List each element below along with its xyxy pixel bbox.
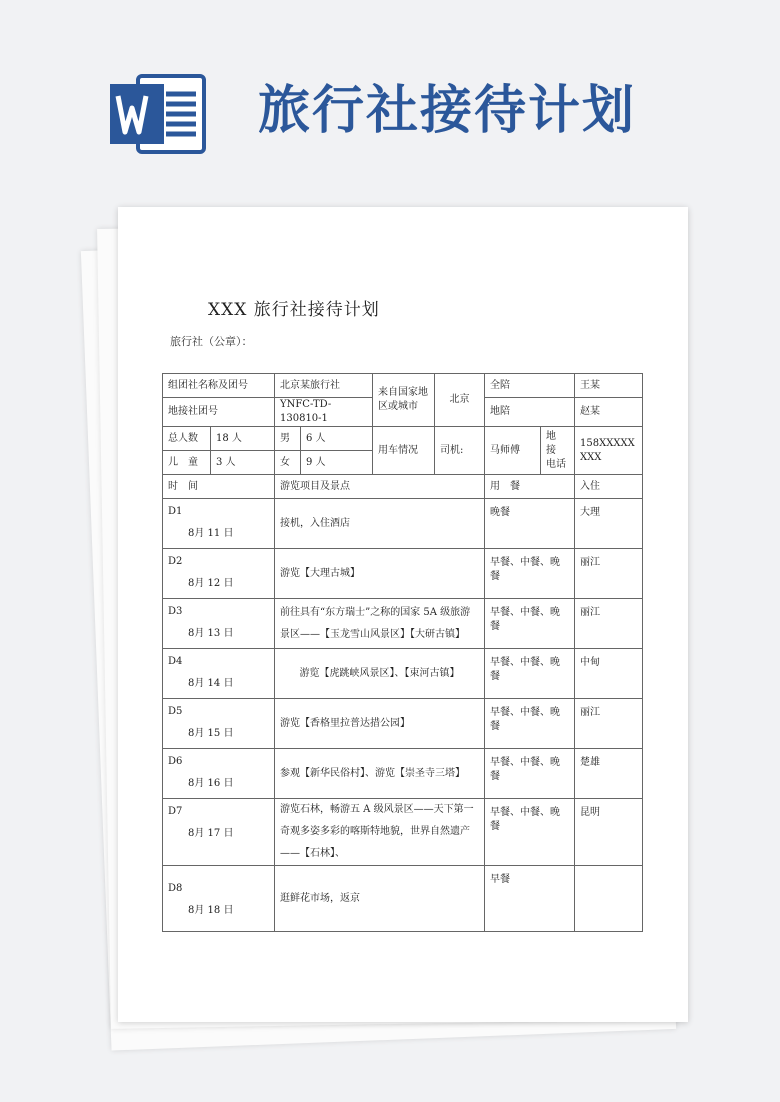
male-label: 男 — [275, 427, 301, 451]
day-meals: 早餐、中餐、晚餐 — [485, 749, 575, 799]
group-agency-label: 组团社名称及团号 — [163, 374, 275, 398]
day-stay: 中甸 — [575, 649, 643, 699]
document-title: XXX 旅行社接待计划 — [208, 300, 380, 320]
agency-seal-label: 旅行社（公章）： — [170, 335, 253, 348]
local-code-label: 地接社团号 — [163, 398, 275, 427]
day-stay: 昆明 — [575, 799, 643, 866]
banner-title: 旅行社接待计划 — [258, 81, 637, 141]
table-row — [163, 599, 643, 649]
day-meals: 早餐 — [485, 866, 575, 932]
table-row — [163, 649, 643, 699]
day-date: 8月 11 日 — [188, 528, 234, 539]
guide-phone-label: 地 接 电话 — [541, 427, 575, 475]
guide-phone-value: 158XXXXXXXX — [575, 427, 643, 475]
day-meals: 早餐、中餐、晚餐 — [485, 699, 575, 749]
day-stay: 丽江 — [575, 599, 643, 649]
day-meals: 晚餐 — [485, 499, 575, 549]
day-stay — [575, 866, 643, 932]
table-row — [163, 749, 643, 799]
local-code-value: YNFC-TD-130810-1 — [275, 398, 373, 427]
day-stay: 丽江 — [575, 699, 643, 749]
column-header-itinerary: 游览项目及景点 — [275, 475, 485, 499]
group-agency-value: 北京某旅行社 — [275, 374, 373, 398]
column-header-meals: 用 餐 — [485, 475, 575, 499]
day-code: D1 — [168, 506, 183, 517]
day-stay: 楚雄 — [575, 749, 643, 799]
driver-value: 马师傅 — [485, 427, 541, 475]
day-itinerary: 游览【大理古城】 — [275, 549, 485, 599]
total-label: 总人数 — [163, 427, 211, 451]
children-value: 3 人 — [211, 451, 275, 475]
origin-label: 来自国家地区或城市 — [373, 374, 435, 427]
day-meals: 早餐、中餐、晚餐 — [485, 549, 575, 599]
day-code: D8 — [168, 883, 183, 894]
word-document-icon — [108, 70, 208, 158]
day-itinerary: 参观【新华民俗村】、游览【崇圣寺三塔】 — [275, 749, 485, 799]
column-header-row — [163, 475, 643, 499]
day-itinerary: 游览石林，畅游五 A 级风景区——天下第一奇观多姿多彩的喀斯特地貌，世界自然遗产——【石林】、 — [275, 799, 485, 866]
table-row — [163, 499, 643, 549]
day-meals: 早餐、中餐、晚餐 — [485, 599, 575, 649]
day-code: D3 — [168, 606, 183, 617]
day-meals: 早餐、中餐、晚餐 — [485, 799, 575, 866]
header-row — [163, 427, 643, 451]
day-code: D4 — [168, 656, 183, 667]
day-time-cell — [163, 866, 275, 932]
day-time-cell — [163, 749, 275, 799]
day-itinerary: 逛鲜花市场，返京 — [275, 866, 485, 932]
day-meals: 早餐、中餐、晚餐 — [485, 649, 575, 699]
day-date: 8月 13 日 — [188, 628, 234, 639]
female-label: 女 — [275, 451, 301, 475]
header-row — [163, 374, 643, 398]
table-row — [163, 699, 643, 749]
day-stay: 大理 — [575, 499, 643, 549]
day-time-cell — [163, 649, 275, 699]
day-time-cell — [163, 499, 275, 549]
day-code: D6 — [168, 756, 183, 767]
children-label: 儿 童 — [163, 451, 211, 475]
driver-label: 司机: — [435, 427, 485, 475]
day-time-cell — [163, 549, 275, 599]
day-date: 8月 18 日 — [188, 905, 234, 916]
table-row — [163, 866, 643, 932]
day-date: 8月 15 日 — [188, 728, 234, 739]
day-itinerary: 接机，入住酒店 — [275, 499, 485, 549]
day-time-cell — [163, 799, 275, 866]
day-itinerary: 游览【虎跳峡风景区】、【束河古镇】 — [275, 649, 485, 699]
day-stay: 丽江 — [575, 549, 643, 599]
reception-plan-table — [162, 373, 643, 932]
column-header-stay: 入住 — [575, 475, 643, 499]
day-date: 8月 16 日 — [188, 778, 234, 789]
escort-value: 王某 — [575, 374, 643, 398]
day-date: 8月 17 日 — [188, 828, 234, 839]
table-row — [163, 549, 643, 599]
origin-value: 北京 — [435, 374, 485, 427]
local-guide-value: 赵某 — [575, 398, 643, 427]
day-code: D2 — [168, 556, 183, 567]
document-page — [118, 207, 688, 1022]
day-code: D7 — [168, 806, 183, 817]
column-header-time: 时 间 — [163, 475, 275, 499]
day-itinerary: 游览【香格里拉普达措公园】 — [275, 699, 485, 749]
female-value: 9 人 — [301, 451, 373, 475]
day-code: D5 — [168, 706, 183, 717]
day-time-cell — [163, 599, 275, 649]
table-row — [163, 799, 643, 866]
day-time-cell — [163, 699, 275, 749]
vehicle-label: 用车情况 — [373, 427, 435, 475]
male-value: 6 人 — [301, 427, 373, 451]
day-date: 8月 14 日 — [188, 678, 234, 689]
day-date: 8月 12 日 — [188, 578, 234, 589]
total-value: 18 人 — [211, 427, 275, 451]
escort-label: 全陪 — [485, 374, 575, 398]
day-itinerary: 前往具有“东方瑞士”之称的国家 5A 级旅游景区——【玉龙雪山风景区】【大研古镇】 — [275, 599, 485, 649]
local-guide-label: 地陪 — [485, 398, 575, 427]
